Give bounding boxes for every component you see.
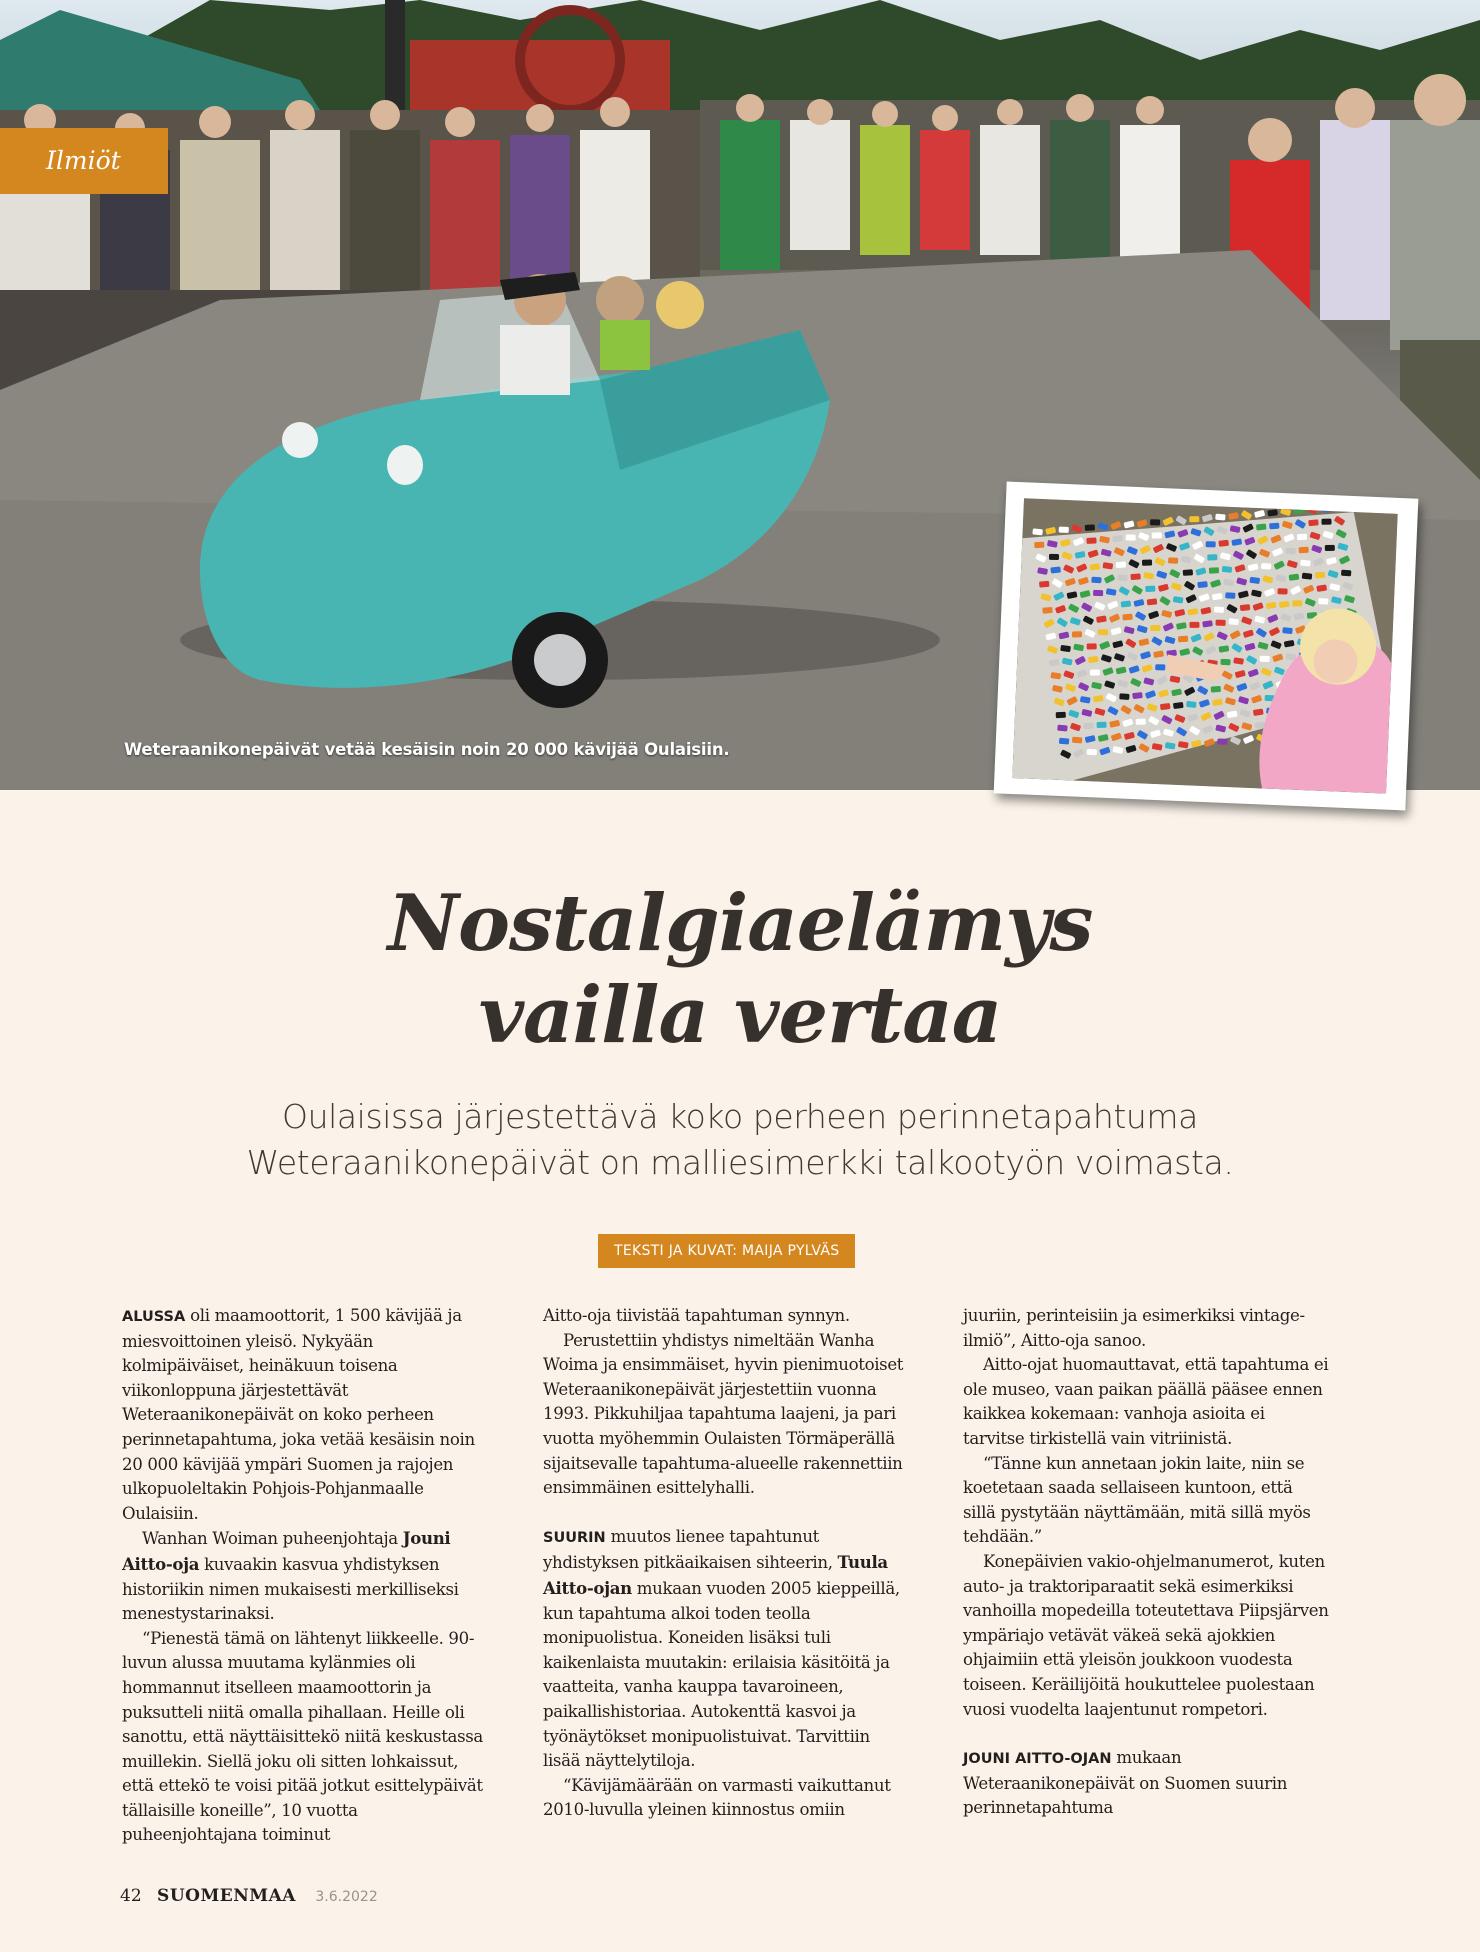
paragraph: SUURIN muutos lienee tapahtunut yhdistyksen pitkäaikaisen sihteerin, Tuula Aitto-ojan mukaan vuoden 2005 kieppeillä, kun tapahtuma alkoi toden teolla monipuolistua. Koneiden lisäksi tuli kaikenlaista muutakin: erilaisia käsitöitä ja vaatteita, vanha kauppa tavaroineen, paikallishistoriaa. Autokenttä kasvoi ja työnäytökset monipuolistuivat. Tarvittiin lisää näyttelytiloja. [543,1526,900,1771]
article-column-2 [543,1304,909,1823]
paragraph: “Kävijämäärään on varmasti vaikuttanut 2010-luvulla yleinen kiinnostus omiin [543,1775,891,1820]
deck [0,1094,1480,1186]
page-number: 42 [120,1886,142,1906]
person-name: Jouni Aitto-oja [122,1528,451,1574]
magazine-name: SUOMENMAA [157,1886,296,1906]
person-name: Tuula Aitto-ojan [543,1552,888,1598]
byline: TEKSTI JA KUVAT: MAIJA PYLVÄS [598,1234,855,1268]
hero-caption: Weteraanikonepäivät vetää kesäisin noin 20 000 kävijää Oulaisiin. [124,740,730,759]
paragraph: JOUNI AITTO-OJAN mukaan Weteraanikonepäivät on Suomen suurin perinnetapahtuma [963,1748,1288,1818]
inset-photo [994,482,1419,811]
paragraph: ALUSSA oli maamoottorit, 1 500 kävijää ja miesvoittoinen yleisö. Nykyään kolmipäiväiset, heinäkuun toisena viikonloppuna järjestettävät Weteraanikonepäivät on koko perheen perinnetapahtuma, joka vetää kesäisin noin 20 000 kävijää ympäri Suomen ja rajojen ulkopuoleltakin Pohjois-Pohjanmaalle Oulaisiin. [122,1306,475,1523]
lead-in: JOUNI AITTO-OJAN [963,1751,1112,1768]
lead-in: SUURIN [543,1529,606,1546]
paragraph: Aitto-ojat huomauttavat, että tapahtuma ei ole museo, vaan paikan päällä pääsee ennen kaikkea kokemaan: vanhoja asioita ei tarvitse tirkistellä vain vitriinistä. [963,1355,1329,1448]
paragraph: “Pienestä tämä on lähtenyt liikkeelle. 90-luvun alussa muutama kylänmies oli hommannut itselleen maamoottorin ja puksutteli niitä omalla pihallaan. Heille oli sanottu, että näyttäisittekö niitä keskustassa muillekin. Siellä joku oli sitten lohkaissut, että ettekö te voisi pitää jotkut esittelypäivät tällaisille koneille”, 10 vuotta puheenjohtajana toiminut [122,1628,483,1845]
paragraph: Perustettiin yhdistys nimeltään Wanha Woima ja ensimmäiset, hyvin pienimuotoiset Weteraanikonepäivät järjestettiin vuonna 1993. Pikkuhiljaa tapahtuma laajeni, ja pari vuotta myöhemmin Oulaisten Törmäperällä sijaitsevalle tapahtuma-alueelle rakennettiin ensimmäinen esittelyhalli. [543,1330,904,1498]
toy-cars-photo [1012,498,1397,793]
headline-line-2: vailla vertaa [478,970,1002,1061]
deck-line-2: Weteraanikonepäivät on malliesimerkki talkootyön voimasta. [246,1143,1234,1182]
paragraph: Wanhan Woiman puheenjohtaja Jouni Aitto-oja kuvaakin kasvua yhdistyksen historiikin nimen mukaisesti merkilliseksi menestystarinaksi. [122,1528,459,1624]
page-footer [120,1886,378,1906]
deck-line-1: Oulaisissa järjestettävä koko perheen perinnetapahtuma [282,1097,1198,1136]
lead-in: ALUSSA [122,1309,186,1325]
article-column-1 [122,1304,488,1848]
section-label: Ilmiöt [0,128,168,194]
article-column-3 [963,1304,1329,1821]
issue-date: 3.6.2022 [315,1889,378,1905]
paragraph: Aitto-oja tiivistää tapahtuman synnyn. [543,1306,850,1325]
paragraph: juuriin, perinteisiin ja esimerkiksi vintage-ilmiö”, Aitto-oja sanoo. [963,1306,1305,1350]
paragraph: “Tänne kun annetaan jokin laite, niin se koetetaan saada sellaiseen kuntoon, että sillä pystytään näyttämään, mitä sillä myös tehdään.” [963,1453,1311,1547]
paragraph: Konepäivien vakio-ohjelmanumerot, kuten auto- ja traktoriparaatit sekä esimerkiksi vanhoilla mopedeilla toteutettava Piipsjärven ympäriajo vetävät väkeä sekä ajokkien ohjaimiin että yleisön joukkoon vuodesta toiseen. Keräilijöitä houkuttelee puolestaan vuosi vuodelta laajentunut rompetori. [963,1551,1329,1719]
headline [0,878,1480,1062]
headline-line-1: Nostalgiaelämys [387,878,1093,969]
